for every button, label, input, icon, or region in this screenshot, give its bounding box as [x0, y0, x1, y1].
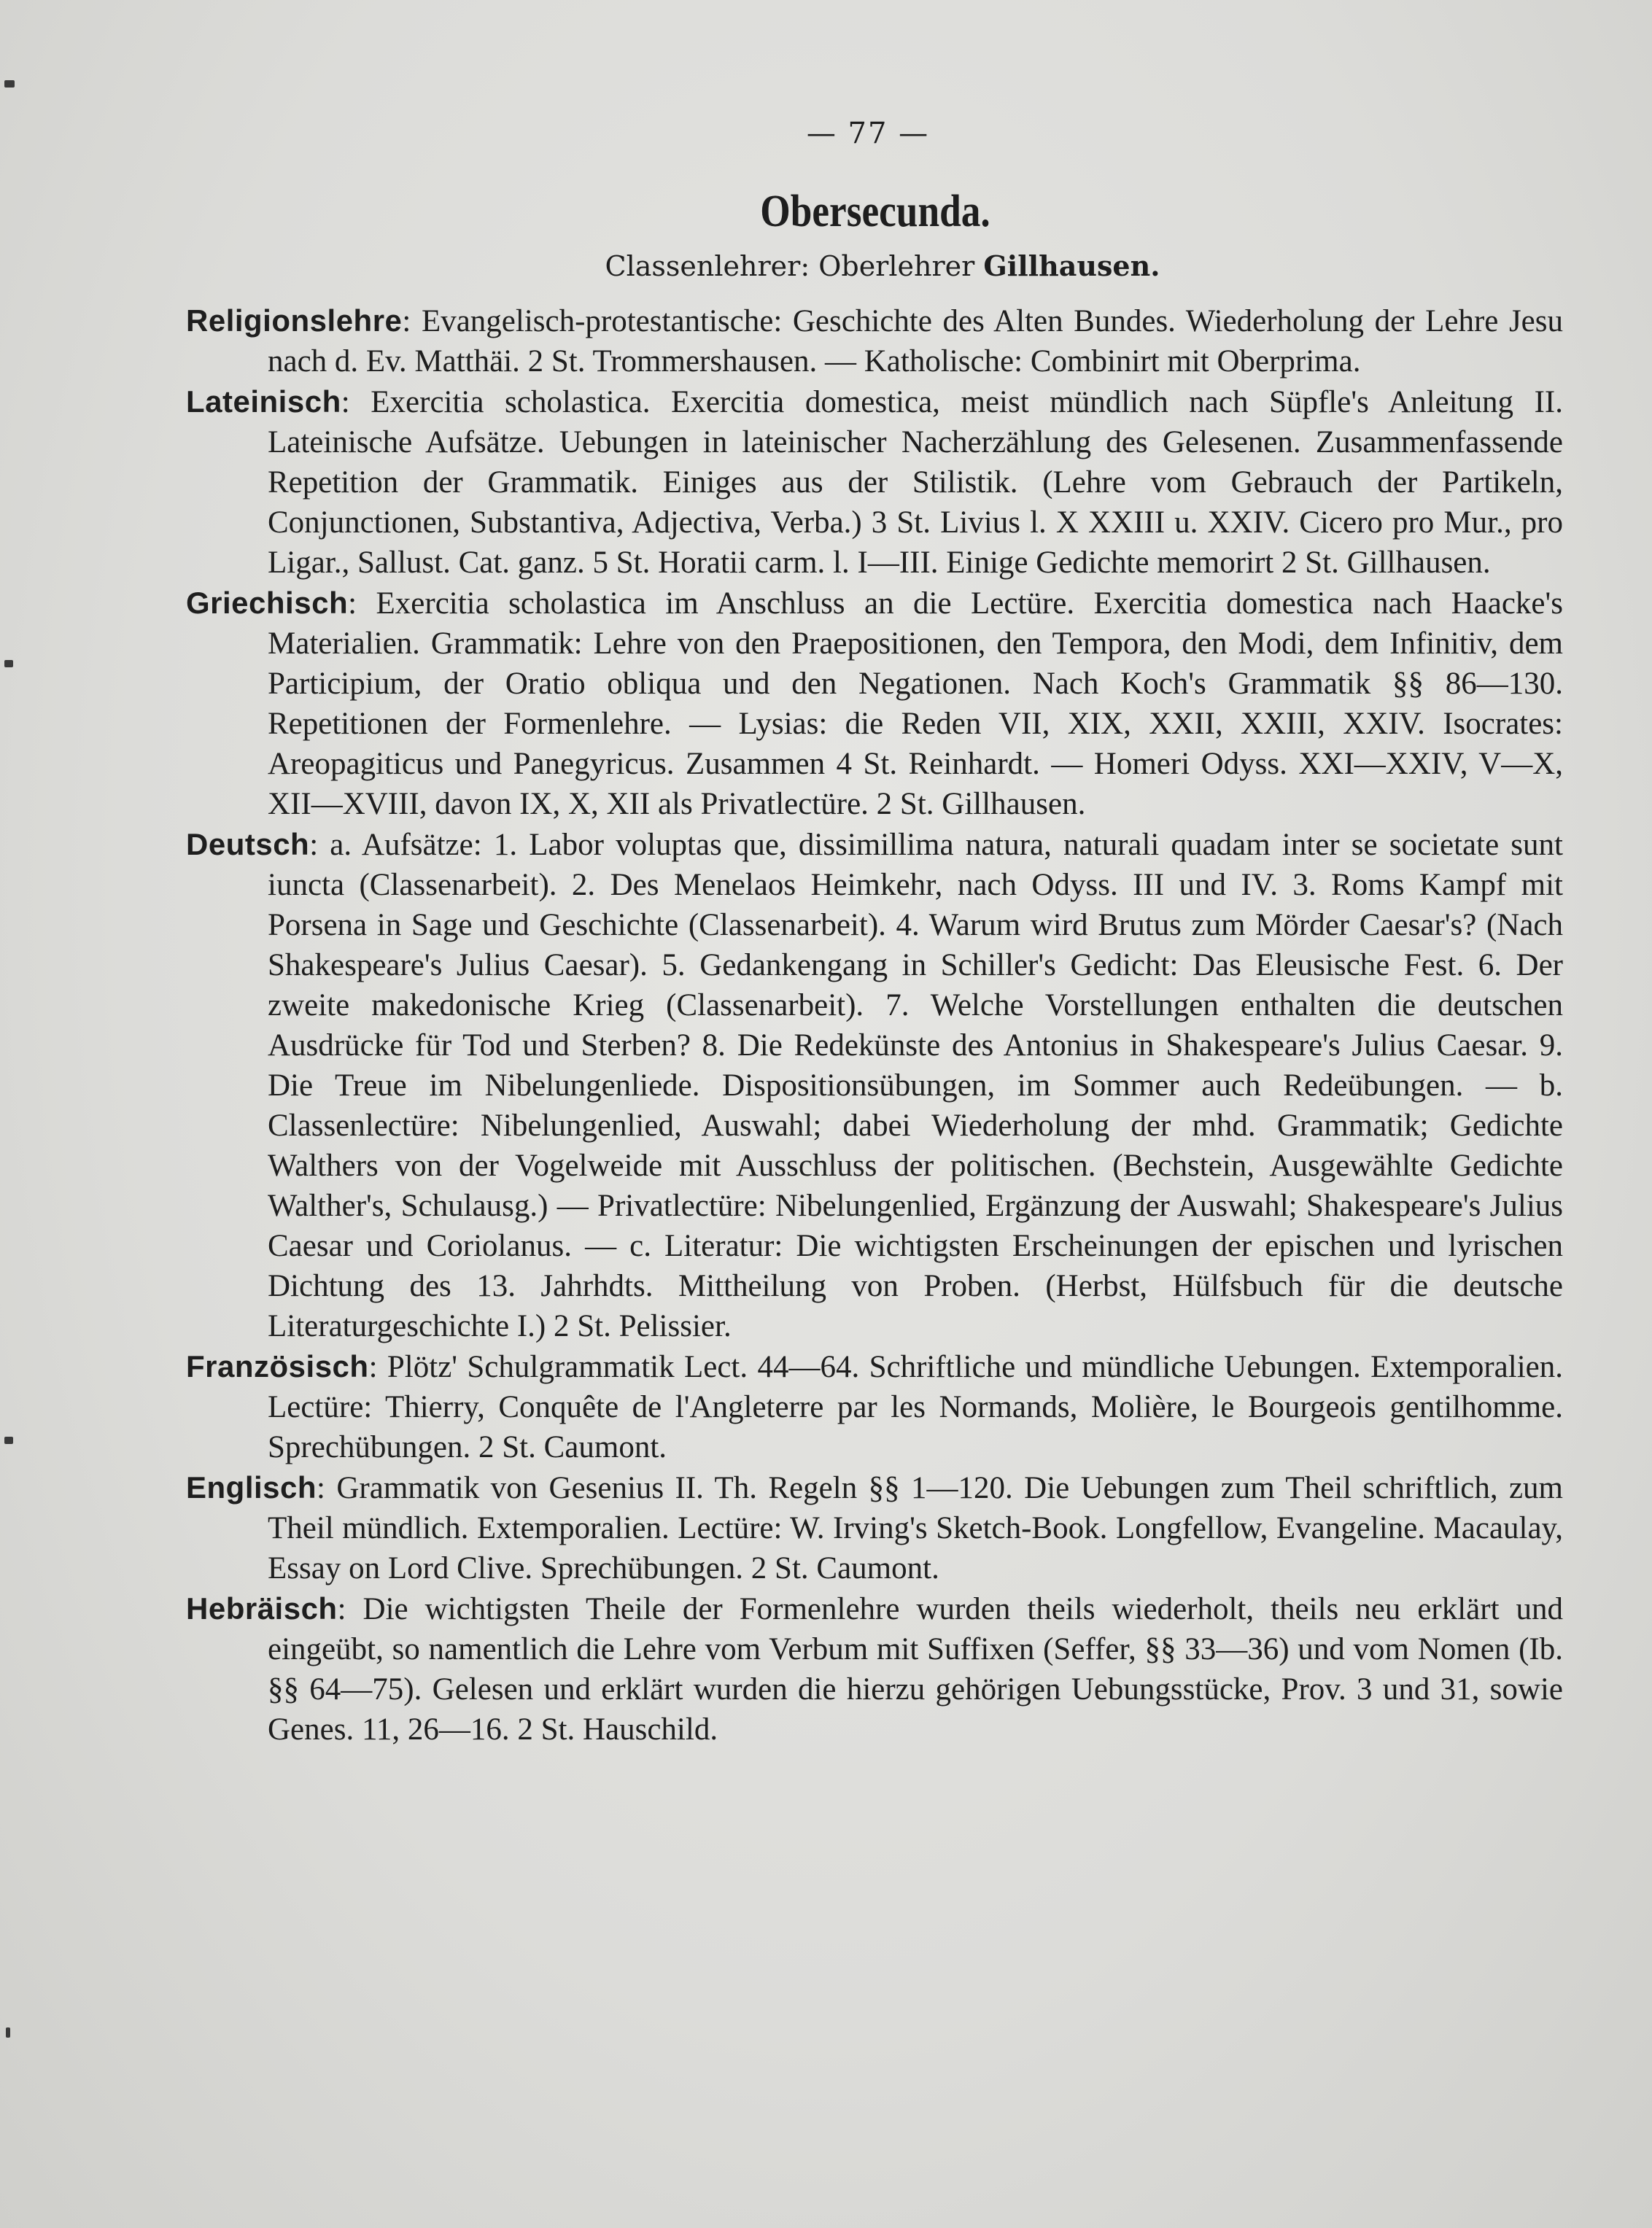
class-teacher-prefix: Classenlehrer: Oberlehrer	[605, 250, 984, 282]
section-lateinisch	[186, 381, 1563, 583]
scan-edge-mark	[4, 80, 15, 88]
section-text: : Grammatik von Gesenius II. Th. Regeln §§ 1—120. Die Uebungen zum Theil schriftlich, zum Theil mündlich. Extemporalien. Lectüre: W. Irving's Sketch-Book. Longfellow, Evangeline. Macaulay, Essay on Lord Clive. Sprechübungen. 2 St. Caumont.	[268, 1471, 1563, 1585]
curriculum-body	[186, 300, 1563, 1750]
section-label: Lateinisch	[186, 384, 341, 419]
class-teacher-name: Gillhausen.	[983, 249, 1160, 282]
section-label: Religionslehre	[186, 303, 403, 338]
section-religionslehre	[186, 300, 1563, 381]
class-teacher-line	[0, 249, 1652, 282]
section-griechisch	[186, 583, 1563, 824]
section-text: : Exercitia scholastica im Anschluss an die Lectüre. Exercitia domestica nach Haacke's Materialien. Grammatik: Lehre von den Praepositionen, den Tempora, den Modi, dem Infinitiv, dem Participium, der Oratio obliqua und den Negationen. Nach Koch's Grammatik §§ 86—130. Repetitionen der Formenlehre. — Lysias: die Reden VII, XIX, XXII, XXIII, XXIV. Isocrates: Areopagiticus und Panegyricus. Zusammen 4 St. Reinhardt. — Homeri Odyss. XXI—XXIV, V—X, XII—XVIII, davon IX, X, XII als Privatlectüre. 2 St. Gillhausen.	[268, 586, 1563, 821]
section-deutsch	[186, 824, 1563, 1346]
section-label: Französisch	[186, 1349, 369, 1383]
section-franzoesisch	[186, 1346, 1563, 1467]
section-text: : Exercitia scholastica. Exercitia domestica, meist mündlich nach Süpfle's Anleitung II. Lateinische Aufsätze. Uebungen in lateinischer Nacherzählung des Gelesenen. Zusammenfassende Repetition der Grammatik. Einiges aus der Stilistik. (Lehre vom Gebrauch der Partikeln, Conjunctionen, Substantiva, Adjectiva, Verba.) 3 St. Livius l. X XXIII u. XXIV. Cicero pro Mur., pro Ligar., Sallust. Cat. ganz. 5 St. Horatii carm. l. I—III. Einige Gedichte memorirt 2 St. Gillhausen.	[268, 385, 1563, 580]
page-title: Obersecunda.	[760, 187, 990, 236]
section-text: : Die wichtigsten Theile der Formenlehre wurden theils wiederholt, theils neu erklärt und eingeübt, so namentlich die Lehre vom Verbum mit Suffixen (Seffer, §§ 33—36) und vom Nomen (Ib. §§ 64—75). Gelesen und erklärt wurden die hierzu gehörigen Uebungsstücke, Prov. 3 und 31, sowie Genes. 11, 26—16. 2 St. Hauschild.	[268, 1592, 1563, 1747]
scan-edge-mark	[4, 660, 13, 667]
section-text: : Plötz' Schulgrammatik Lect. 44—64. Schriftliche und mündliche Uebungen. Extemporalien. Lectüre: Thierry, Conquête de l'Angleterre par les Normands, Molière, le Bourgeois gentilhomme. Sprechübungen. 2 St. Caumont.	[268, 1350, 1563, 1464]
scan-edge-mark	[4, 1437, 13, 1444]
section-hebraeisch	[186, 1588, 1563, 1750]
section-label: Deutsch	[186, 827, 310, 861]
section-text: : a. Aufsätze: 1. Labor voluptas que, dissimillima natura, naturali quadam inter se societate sunt iuncta (Classenarbeit). 2. Des Menelaos Heimkehr, nach Odyss. III und IV. 3. Roms Kampf mit Porsena in Sage und Geschichte (Classenarbeit). 4. Warum wird Brutus zum Mörder Caesar's? (Nach Shakespeare's Julius Caesar). 5. Gedankengang in Schiller's Gedicht: Das Eleusische Fest. 6. Der zweite makedonische Krieg (Classenarbeit). 7. Welche Vorstellungen enthalten die deutschen Ausdrücke für Tod und Sterben? 8. Die Redekünste des Antonius in Shakespeare's Julius Caesar. 9. Die Treue im Nibelungenliede. Dispositionsübungen, im Sommer auch Redeübungen. — b. Classenlectüre: Nibelungenlied, Auswahl; dabei Wiederholung der mhd. Grammatik; Gedichte Walthers von der Vogelweide mit Ausschluss der politischen. (Bechstein, Ausgewählte Gedichte Walther's, Schulausg.) — Privatlectüre: Nibelungenlied, Ergänzung der Auswahl; Shakespeare's Julius Caesar und Coriolanus. — c. Literatur: Die wichtigsten Erscheinungen der epischen und lyrischen Dichtung des 13. Jahrhdts. Mittheilung von Proben. (Herbst, Hülfsbuch für die deutsche Literaturgeschichte I.) 2 St. Pelissier.	[268, 828, 1563, 1343]
section-label: Englisch	[186, 1470, 317, 1505]
section-text: : Evangelisch-protestantische: Geschichte des Alten Bundes. Wiederholung der Lehre Jesu nach d. Ev. Matthäi. 2 St. Trommershausen. — Katholische: Combinirt mit Oberprima.	[268, 304, 1563, 379]
scan-edge-mark	[6, 2027, 10, 2038]
section-englisch	[186, 1467, 1563, 1588]
section-label: Griechisch	[186, 586, 349, 620]
section-label: Hebräisch	[186, 1591, 338, 1626]
page-number: — 77 —	[806, 117, 930, 150]
